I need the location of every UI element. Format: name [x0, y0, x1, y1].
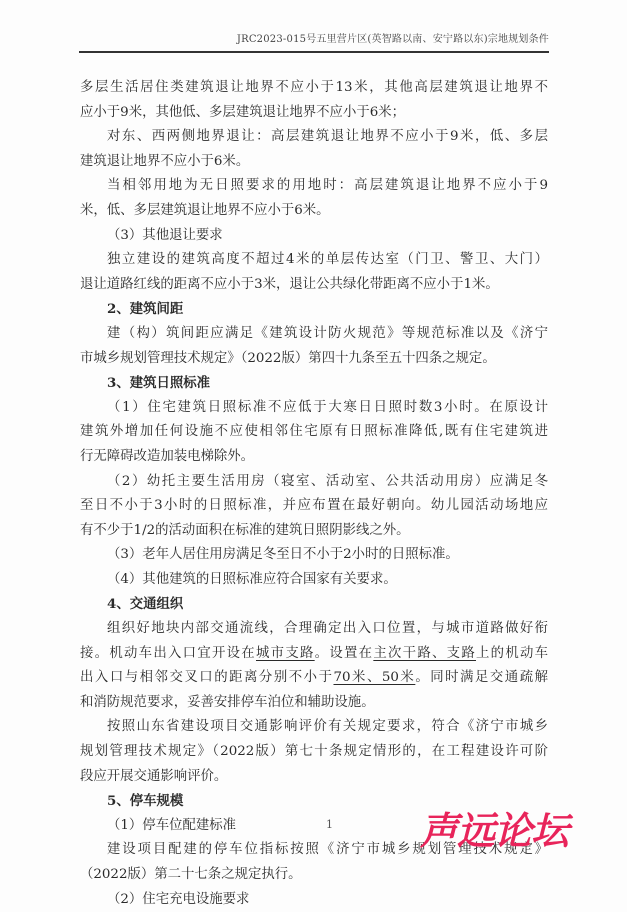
text-line: 退让道路红线的距离不应小于3米，退让公共绿化带距离不应小于1米。 — [80, 276, 499, 292]
paragraph — [80, 224, 548, 249]
text-line: 规划管理技术规定》（2022版）第七十条规定情形的，在工程建设许可阶 — [80, 744, 548, 760]
text-line: （2）幼托主要生活用房（寝室、活动室、公共活动用房）应满足冬 — [107, 473, 548, 489]
text-line: 2、建筑间距 — [107, 301, 184, 318]
text-line: 3、建筑日照标准 — [107, 375, 211, 392]
text-line: 对东、西两侧地界退让：高层建筑退让地界不应小于9米，低、多层 — [107, 129, 548, 145]
text-line: （1）停车位配建标准 — [107, 817, 237, 833]
text-line: （2022版）第二十七条之规定执行。 — [80, 867, 302, 882]
section-heading — [80, 371, 548, 396]
text-segment: 出入口与相邻交叉口的距离分别不小于 — [80, 670, 334, 686]
text-line: 应小于9米，其他低、多层建筑退让地界不应小于6米； — [80, 104, 406, 120]
paragraph — [80, 543, 548, 568]
text-line: 当相邻用地为无日照要求的用地时：高层建筑退让地界不应小于9 — [107, 178, 548, 194]
underlined-text: 城市支路 — [255, 645, 315, 661]
document-header: JRC2023-015号五里营片区(英智路以南、安宁路以东)宗地规划条件 — [236, 34, 549, 45]
document-body — [80, 76, 548, 912]
paragraph — [80, 568, 548, 593]
section-heading — [80, 592, 548, 617]
text-segment: 接。机动车出入口宜开设在 — [80, 645, 256, 661]
text-line: 按照山东省建设项目交通影响评价有关规定要求，符合《济宁市城乡 — [107, 719, 548, 735]
text-segment: 。设置在 — [314, 645, 374, 661]
text-line: 行无障碍改造加装电梯除外。 — [80, 448, 255, 464]
text-line — [80, 691, 548, 716]
text-line: 米，低、多层建筑退让地界不应小于6米。 — [80, 202, 330, 218]
text-line — [80, 666, 548, 691]
page-number: 1 — [326, 818, 333, 831]
underlined-text: 主次干路、支路 — [373, 645, 476, 661]
text-segment: 。同时满足交通疏解 — [415, 670, 548, 686]
text-line: （3）老年人居住用房满足冬至日不小于2小时的日照标准。 — [107, 547, 459, 563]
text-line: 建筑退让地界不应小于6米。 — [80, 153, 250, 169]
section-heading — [80, 297, 548, 322]
underlined-text: 70米、50米 — [333, 670, 416, 686]
paragraph — [80, 322, 548, 371]
text-line: 建（构）筑间距应满足《建筑设计防火规范》等规范标准以及《济宁 — [107, 325, 548, 341]
text-segment: 和消防规范要求，妥善安排停车泊位和辅助设施。 — [80, 694, 375, 710]
text-line: 至日不小于3小时的日照标准，并应布置在最好朝向。幼儿园活动场地应 — [80, 498, 548, 514]
text-line: 5、停车规模 — [107, 793, 184, 810]
text-line: （3）其他退让要求 — [107, 227, 223, 243]
text-line: （1）住宅建筑日照标准不应低于大寒日日照时数3小时。在原设计 — [107, 399, 548, 415]
paragraph — [80, 617, 548, 715]
text-line — [80, 642, 548, 667]
text-line: 多层生活居住类建筑退让地界不应小于13米，其他高层建筑退让地界不 — [80, 80, 548, 95]
paragraph — [80, 888, 548, 912]
paragraph — [80, 715, 548, 789]
watermark-logo: 声远论坛 — [420, 809, 569, 853]
header-rule — [79, 51, 549, 53]
paragraph — [80, 76, 548, 125]
text-line: 4、交通组织 — [107, 596, 184, 613]
text-line: 建筑外增加任何设施不应使相邻住宅原有日照标准降低,既有住宅建筑进 — [80, 424, 548, 440]
text-line: （2）住宅充电设施要求 — [107, 891, 250, 907]
text-line: 市城乡规划管理技术规定》（2022版）第四十九条至五十四条之规定。 — [80, 350, 496, 366]
paragraph — [80, 470, 548, 544]
text-segment: 上的机动车 — [475, 645, 548, 661]
text-line: 段应开展交通影响评价。 — [80, 768, 228, 784]
paragraph — [80, 396, 548, 470]
paragraph — [80, 248, 548, 297]
text-line: （4）其他建筑的日照标准应符合国家有关要求。 — [107, 571, 397, 587]
paragraph — [80, 125, 548, 174]
text-line: 建设项目配建的停车位指标按照《济宁市城乡规划管理技术规定》 — [107, 842, 548, 858]
paragraph — [80, 174, 548, 223]
text-line: 独立建设的建筑高度不超过4米的单层传达室（门卫、警卫、大门） — [107, 252, 548, 268]
text-segment: 组织好地块内部交通流线，合理确定出入口位置，与城市道路做好衔 — [107, 621, 548, 637]
text-line — [80, 617, 548, 642]
text-line: 有不少于1/2的活动面积在标准的建筑日照阴影线之外。 — [80, 522, 410, 538]
